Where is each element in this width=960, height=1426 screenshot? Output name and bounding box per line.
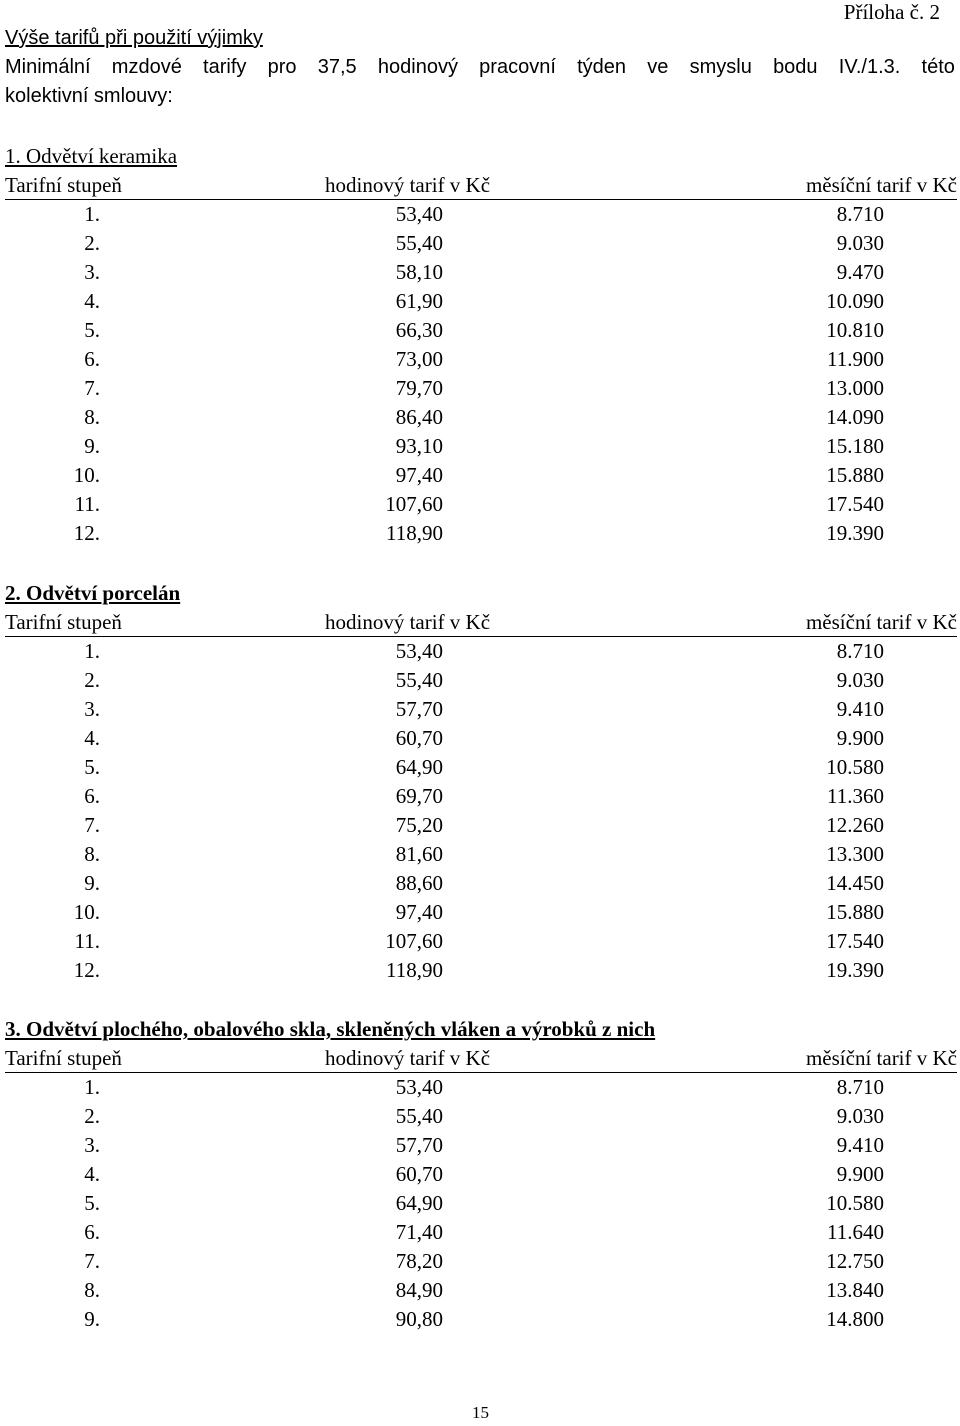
hourly-rate-cell: 90,80 xyxy=(395,1307,443,1331)
grade-cell: 8. xyxy=(84,1278,100,1302)
grade-cell: 2. xyxy=(84,1104,100,1128)
hourly-rate-cell: 118,90 xyxy=(386,521,443,545)
monthly-rate-cell: 8.710 xyxy=(836,202,884,226)
grade-cell: 6. xyxy=(84,347,100,371)
subtitle-word: tarify xyxy=(203,56,247,78)
column-header-hourly: hodinový tarif v Kč xyxy=(325,1046,491,1070)
table-row xyxy=(5,229,957,258)
grade-cell: 5. xyxy=(84,318,100,342)
table-row xyxy=(5,666,957,695)
hourly-rate-cell: 64,90 xyxy=(395,1191,443,1215)
monthly-rate-cell: 11.640 xyxy=(827,1220,884,1244)
monthly-rate-cell: 13.300 xyxy=(826,842,884,866)
monthly-rate-cell: 10.580 xyxy=(826,755,884,779)
monthly-rate-cell: 13.000 xyxy=(826,376,884,400)
hourly-rate-cell: 55,40 xyxy=(395,1104,443,1128)
grade-cell: 6. xyxy=(84,1220,100,1244)
hourly-rate-cell: 57,70 xyxy=(395,1133,443,1157)
grade-cell: 6. xyxy=(84,784,100,808)
monthly-rate-cell: 14.450 xyxy=(826,871,884,895)
page-number: 15 xyxy=(472,1403,489,1422)
grade-cell: 7. xyxy=(84,813,100,837)
table-row xyxy=(5,258,957,287)
hourly-rate-cell: 60,70 xyxy=(395,1162,443,1186)
section-title: 2. Odvětví porcelán xyxy=(5,581,181,605)
table-row xyxy=(5,1305,957,1334)
hourly-rate-cell: 86,40 xyxy=(395,405,443,429)
grade-cell: 8. xyxy=(84,842,100,866)
table-row xyxy=(5,1131,957,1160)
monthly-rate-cell: 15.180 xyxy=(826,434,884,458)
annex-label: Příloha č. 2 xyxy=(843,0,940,24)
hourly-rate-cell: 57,70 xyxy=(395,697,443,721)
column-header-monthly: měsíční tarif v Kč xyxy=(805,610,957,634)
subtitle-word: smyslu xyxy=(689,56,752,78)
table-row xyxy=(5,461,957,490)
table-row xyxy=(5,287,957,316)
monthly-rate-cell: 13.840 xyxy=(826,1278,884,1302)
hourly-rate-cell: 93,10 xyxy=(395,434,443,458)
column-header-grade: Tarifní stupeň xyxy=(5,1046,122,1070)
table-body xyxy=(5,200,957,548)
table-row xyxy=(5,316,957,345)
table-row xyxy=(5,811,957,840)
grade-cell: 4. xyxy=(84,289,100,313)
monthly-rate-cell: 9.470 xyxy=(836,260,884,284)
hourly-rate-cell: 60,70 xyxy=(395,726,443,750)
subtitle-word: hodinový xyxy=(377,56,458,78)
column-header-hourly: hodinový tarif v Kč xyxy=(325,610,491,634)
grade-cell: 12. xyxy=(73,521,100,545)
grade-cell: 9. xyxy=(84,871,100,895)
subtitle-word: bodu xyxy=(773,56,818,78)
monthly-rate-cell: 9.410 xyxy=(836,697,884,721)
monthly-rate-cell: 9.900 xyxy=(836,726,884,750)
grade-cell: 5. xyxy=(84,755,100,779)
grade-cell: 9. xyxy=(84,434,100,458)
table-row xyxy=(5,345,957,374)
column-header-grade: Tarifní stupeň xyxy=(5,610,122,634)
grade-cell: 4. xyxy=(84,726,100,750)
monthly-rate-cell: 10.810 xyxy=(826,318,884,342)
monthly-rate-cell: 10.580 xyxy=(826,1191,884,1215)
hourly-rate-cell: 55,40 xyxy=(395,668,443,692)
table-row xyxy=(5,490,957,519)
hourly-rate-cell: 53,40 xyxy=(395,1075,443,1099)
table-row xyxy=(5,1218,957,1247)
table-header xyxy=(5,171,957,200)
table-body xyxy=(5,637,957,985)
monthly-rate-cell: 9.030 xyxy=(836,231,884,255)
grade-cell: 1. xyxy=(84,1075,100,1099)
hourly-rate-cell: 81,60 xyxy=(395,842,443,866)
monthly-rate-cell: 11.900 xyxy=(827,347,884,371)
monthly-rate-cell: 15.880 xyxy=(826,900,884,924)
grade-cell: 3. xyxy=(84,1133,100,1157)
table-row xyxy=(5,782,957,811)
grade-cell: 4. xyxy=(84,1162,100,1186)
hourly-rate-cell: 58,10 xyxy=(395,260,443,284)
monthly-rate-cell: 9.410 xyxy=(836,1133,884,1157)
hourly-rate-cell: 53,40 xyxy=(395,639,443,663)
table-row xyxy=(5,753,957,782)
grade-cell: 3. xyxy=(84,260,100,284)
hourly-rate-cell: 88,60 xyxy=(395,871,443,895)
table-row xyxy=(5,1276,957,1305)
hourly-rate-cell: 97,40 xyxy=(395,463,443,487)
grade-cell: 11. xyxy=(74,492,100,516)
hourly-rate-cell: 107,60 xyxy=(385,929,443,953)
table-row xyxy=(5,927,957,956)
table-row xyxy=(5,1247,957,1276)
hourly-rate-cell: 78,20 xyxy=(395,1249,443,1273)
hourly-rate-cell: 61,90 xyxy=(395,289,443,313)
subtitle-word: ve xyxy=(647,56,669,78)
monthly-rate-cell: 14.800 xyxy=(826,1307,884,1331)
table-row xyxy=(5,403,957,432)
grade-cell: 10. xyxy=(73,463,100,487)
subtitle-word: mzdové xyxy=(111,56,182,78)
monthly-rate-cell: 12.750 xyxy=(826,1249,884,1273)
section-title: 1. Odvětví keramika xyxy=(5,144,178,168)
hourly-rate-cell: 118,90 xyxy=(386,958,443,982)
section-ceramics xyxy=(5,142,957,548)
hourly-rate-cell: 64,90 xyxy=(395,755,443,779)
monthly-rate-cell: 15.880 xyxy=(826,463,884,487)
hourly-rate-cell: 66,30 xyxy=(395,318,443,342)
hourly-rate-cell: 84,90 xyxy=(395,1278,443,1302)
hourly-rate-cell: 97,40 xyxy=(395,900,443,924)
table-row xyxy=(5,898,957,927)
hourly-rate-cell: 107,60 xyxy=(385,492,443,516)
subtitle-word: týden xyxy=(577,56,627,78)
hourly-rate-cell: 69,70 xyxy=(395,784,443,808)
subtitle-word: pro xyxy=(267,56,297,78)
table-row xyxy=(5,695,957,724)
column-header-hourly: hodinový tarif v Kč xyxy=(325,173,491,197)
section-title: 3. Odvětví plochého, obalového skla, skleněných vláken a výrobků z nich xyxy=(5,1017,656,1041)
subtitle-word: pracovní xyxy=(479,56,556,78)
grade-cell: 2. xyxy=(84,668,100,692)
monthly-rate-cell: 10.090 xyxy=(826,289,884,313)
grade-cell: 11. xyxy=(74,929,100,953)
column-header-grade: Tarifní stupeň xyxy=(5,173,122,197)
grade-cell: 2. xyxy=(84,231,100,255)
section-glass xyxy=(5,1015,957,1334)
table-row xyxy=(5,840,957,869)
grade-cell: 12. xyxy=(73,958,100,982)
grade-cell: 3. xyxy=(84,697,100,721)
monthly-rate-cell: 8.710 xyxy=(836,639,884,663)
grade-cell: 10. xyxy=(73,900,100,924)
monthly-rate-cell: 19.390 xyxy=(826,958,884,982)
table-row xyxy=(5,637,957,666)
monthly-rate-cell: 9.030 xyxy=(836,668,884,692)
hourly-rate-cell: 71,40 xyxy=(395,1220,443,1244)
document-title: Výše tarifů při použití výjimky xyxy=(5,27,263,49)
monthly-rate-cell: 9.900 xyxy=(836,1162,884,1186)
grade-cell: 7. xyxy=(84,1249,100,1273)
hourly-rate-cell: 75,20 xyxy=(395,813,443,837)
table-header xyxy=(5,1044,957,1073)
table-row xyxy=(5,432,957,461)
table-body xyxy=(5,1073,957,1334)
table-row xyxy=(5,1189,957,1218)
grade-cell: 1. xyxy=(84,639,100,663)
table-row xyxy=(5,1160,957,1189)
subtitle-word: 37,5 xyxy=(317,56,357,78)
section-porcelain xyxy=(5,579,957,985)
monthly-rate-cell: 17.540 xyxy=(826,492,884,516)
column-header-monthly: měsíční tarif v Kč xyxy=(805,173,957,197)
hourly-rate-cell: 55,40 xyxy=(395,231,443,255)
subtitle-word: IV./1.3. xyxy=(838,56,901,78)
table-row xyxy=(5,374,957,403)
monthly-rate-cell: 14.090 xyxy=(826,405,884,429)
hourly-rate-cell: 53,40 xyxy=(395,202,443,226)
grade-cell: 1. xyxy=(84,202,100,226)
grade-cell: 8. xyxy=(84,405,100,429)
monthly-rate-cell: 9.030 xyxy=(836,1104,884,1128)
subtitle-word: této xyxy=(921,56,955,78)
table-header xyxy=(5,608,957,637)
table-row xyxy=(5,200,957,229)
subtitle-word: Minimální xyxy=(5,56,91,78)
grade-cell: 9. xyxy=(84,1307,100,1331)
hourly-rate-cell: 73,00 xyxy=(395,347,443,371)
table-row xyxy=(5,724,957,753)
table-row xyxy=(5,1102,957,1131)
table-row xyxy=(5,519,957,548)
document-subtitle-line1 xyxy=(5,56,955,79)
grade-cell: 5. xyxy=(84,1191,100,1215)
table-row xyxy=(5,1073,957,1102)
monthly-rate-cell: 19.390 xyxy=(826,521,884,545)
monthly-rate-cell: 12.260 xyxy=(826,813,884,837)
monthly-rate-cell: 8.710 xyxy=(836,1075,884,1099)
table-row xyxy=(5,956,957,985)
column-header-monthly: měsíční tarif v Kč xyxy=(805,1046,957,1070)
hourly-rate-cell: 79,70 xyxy=(395,376,443,400)
monthly-rate-cell: 11.360 xyxy=(827,784,884,808)
document-subtitle-line2: kolektivní smlouvy: xyxy=(5,85,173,107)
monthly-rate-cell: 17.540 xyxy=(826,929,884,953)
table-row xyxy=(5,869,957,898)
grade-cell: 7. xyxy=(84,376,100,400)
